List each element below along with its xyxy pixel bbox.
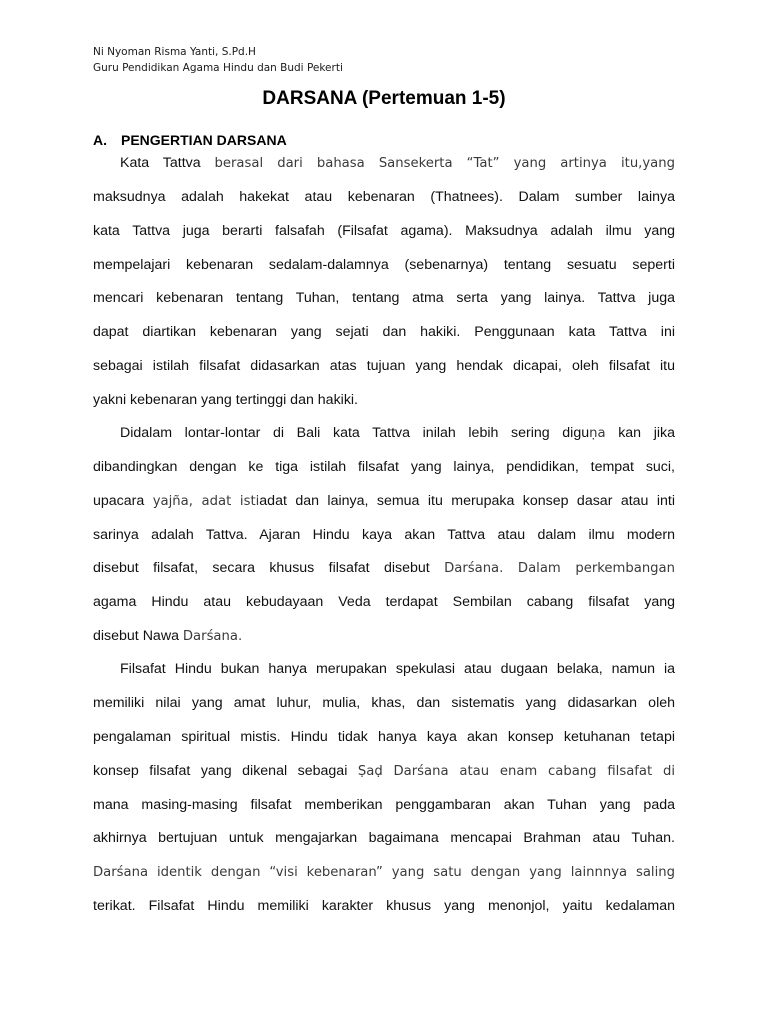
- text-line: [93, 389, 675, 411]
- text-segment: kata Tattva juga berarti falsafah (Filsafat agama). Maksudnya adalah ilmu yang: [93, 223, 675, 239]
- text-segment: disebut Nawa: [93, 628, 183, 644]
- text-segment: agama Hindu atau kebudayaan Veda terdapat Sembilan cabang filsafat yang: [93, 594, 675, 610]
- text-segment: dibandingkan dengan ke tiga istilah filsafat yang lainya, pendidikan, tempat suci,: [93, 459, 675, 475]
- author-position: Guru Pendidikan Agama Hindu dan Budi Pekerti: [93, 62, 343, 74]
- text-segment: ṇa: [589, 426, 606, 441]
- section-letter: A.: [93, 132, 107, 148]
- text-line: [93, 524, 675, 546]
- text-line: [93, 557, 675, 579]
- document-title: DARSANA (Pertemuan 1-5): [262, 88, 506, 109]
- text-line: [93, 321, 675, 343]
- text-segment: Kata Tattva: [120, 155, 215, 171]
- text-segment: disebut filsafat, secara khusus filsafat disebut: [93, 560, 445, 576]
- text-segment: sebagai istilah filsafat didasarkan atas tujuan yang hendak dicapai, oleh filsafat itu: [93, 358, 675, 374]
- text-segment: terikat. Filsafat Hindu memiliki karakter khusus yang menonjol, yaitu kedalaman: [93, 898, 675, 914]
- text-line: [93, 861, 675, 883]
- section-heading: [93, 131, 287, 149]
- text-line: [93, 456, 675, 478]
- text-line: [120, 152, 675, 174]
- text-segment: Darśana.: [182, 629, 243, 644]
- text-segment: Ṣaḍ Darśana atau enam cabang filsafat di: [357, 764, 675, 779]
- text-segment: akhirnya bertujuan untuk mengajarkan bagaimana mencapai Brahman atau Tuhan.: [93, 830, 675, 846]
- text-segment: Filsafat Hindu bukan hanya merupakan spekulasi atau dugaan belaka, namun ia: [120, 661, 675, 677]
- text-line: [93, 827, 675, 849]
- text-line: [93, 254, 675, 276]
- text-segment: memiliki nilai yang amat luhur, mulia, khas, dan sistematis yang didasarkan oleh: [93, 695, 675, 711]
- text-segment: yajña, adat isti: [152, 494, 260, 509]
- text-line: [120, 658, 675, 680]
- text-segment: mempelajari kebenaran sedalam-dalamnya (sebenarnya) tentang sesuatu seperti: [93, 257, 675, 273]
- text-segment: Darśana. Dalam perkembangan: [444, 561, 675, 576]
- text-segment: dapat diartikan kebenaran yang sejati dan hakiki. Penggunaan kata Tattva ini: [93, 324, 675, 340]
- text-line: [93, 287, 675, 309]
- text-line: [93, 726, 675, 748]
- text-line: [93, 794, 675, 816]
- text-line: [93, 186, 675, 208]
- text-segment: adat dan lainya, semua itu merupaka konsep dasar atau inti: [259, 493, 676, 509]
- text-line: [93, 490, 675, 512]
- text-segment: Didalam lontar-lontar di Bali kata Tattva inilah lebih sering digu: [120, 425, 590, 441]
- text-line: [93, 355, 675, 377]
- section-heading-text: PENGERTIAN DARSANA: [121, 132, 287, 148]
- text-segment: sarinya adalah Tattva. Ajaran Hindu kaya akan Tattva atau dalam ilmu modern: [93, 527, 675, 543]
- text-line: [93, 760, 675, 782]
- text-segment: kan jika: [605, 425, 675, 441]
- text-line: [93, 895, 675, 917]
- text-line: [93, 220, 675, 242]
- text-line: [93, 692, 675, 714]
- text-segment: upacara: [93, 493, 153, 509]
- text-segment: konsep filsafat yang dikenal sebagai: [93, 763, 358, 779]
- text-segment: mencari kebenaran tentang Tuhan, tentang atma serta yang lainya. Tattva juga: [93, 290, 675, 306]
- text-segment: berasal dari bahasa Sansekerta “Tat” yang artinya itu,yang: [214, 156, 675, 171]
- text-segment: yakni kebenaran yang tertinggi dan hakiki.: [93, 392, 359, 408]
- author-name: Ni Nyoman Risma Yanti, S.Pd.H: [93, 46, 256, 58]
- text-line: [93, 591, 675, 613]
- text-segment: maksudnya adalah hakekat atau kebenaran (Thatnees). Dalam sumber lainya: [93, 189, 675, 205]
- text-segment: Darśana identik dengan “visi kebenaran” yang satu dengan yang lainnnya saling: [93, 865, 675, 880]
- text-line: [93, 625, 675, 647]
- text-line: [120, 422, 675, 444]
- text-segment: pengalaman spiritual mistis. Hindu tidak hanya kaya akan konsep ketuhanan tetapi: [93, 729, 675, 745]
- text-segment: mana masing-masing filsafat memberikan penggambaran akan Tuhan yang pada: [93, 797, 675, 813]
